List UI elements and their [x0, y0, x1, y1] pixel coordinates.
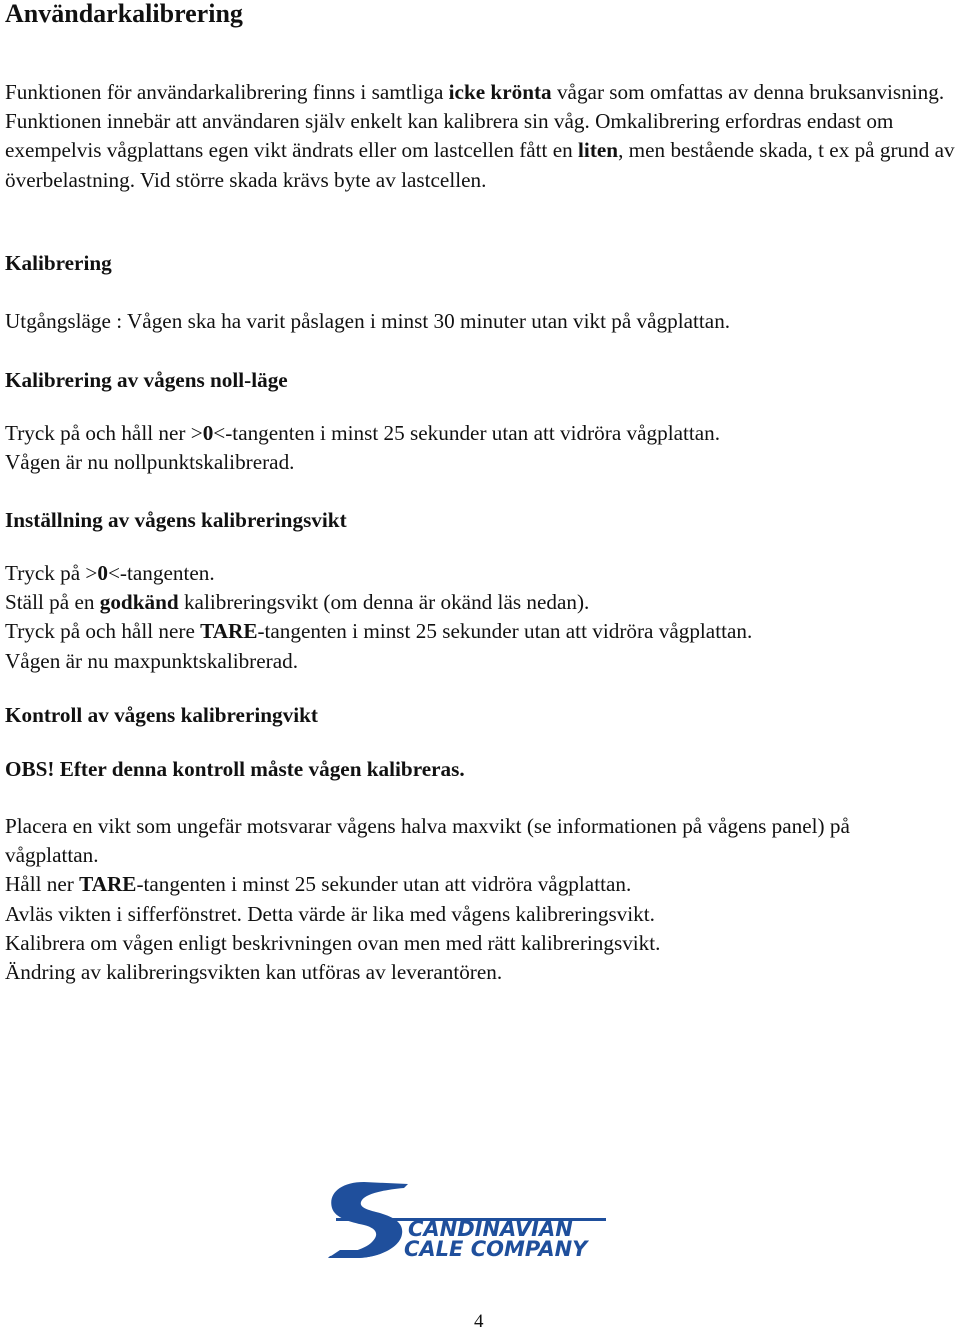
noll-line-1-key: 0	[202, 421, 214, 445]
company-logo	[320, 1178, 608, 1262]
page-title: Användarkalibrering	[5, 0, 243, 28]
utgangslage-text: Utgångsläge : Vågen ska ha varit påslagen i minst 30 minuter utan vikt på vågplattan.	[5, 309, 731, 333]
kontroll-line-4: Kalibrera om vågen enligt beskrivningen ovan men med rätt kalibreringsvikt.	[5, 930, 661, 955]
kontroll-line-2-pre: Håll ner	[5, 872, 80, 897]
vikt-line-2-pre: Ställ på en	[5, 590, 100, 615]
kontroll-line-2	[5, 870, 960, 899]
page-number: 4	[474, 1311, 484, 1332]
obs-warning: OBS! Efter denna kontroll måste vågen kalibreras.	[5, 757, 465, 781]
utgangslage-paragraph	[5, 307, 960, 336]
noll-paragraph	[5, 419, 960, 477]
kontroll-line-1: Placera en vikt som ungefär motsvarar vågens halva maxvikt (se informationen på vågens panel) på vågplattan.	[5, 814, 850, 868]
vikt-line-1-pre: Tryck på >	[5, 561, 98, 585]
kontroll-line-2-key: TARE	[79, 872, 137, 897]
vikt-line-3-pre: Tryck på och håll nere	[5, 619, 201, 644]
intro-bold-2: liten	[578, 138, 619, 163]
kontroll-line-5: Ändring av kalibreringsvikten kan utföras av leverantören.	[5, 960, 503, 985]
vikt-line-2-bold: godkänd	[99, 590, 179, 615]
heading-kalibrering: Kalibrering	[5, 251, 112, 275]
logo-line-2: CALE COMPANY	[404, 1237, 588, 1261]
intro-paragraph	[5, 78, 960, 195]
vikt-line-1-post: <-tangenten.	[107, 561, 215, 585]
intro-bold-1: icke krönta	[448, 80, 552, 104]
noll-line-1	[5, 419, 960, 448]
noll-line-1-pre: Tryck på och håll ner >	[5, 421, 203, 445]
vikt-paragraph	[5, 559, 960, 676]
heading-kontroll: Kontroll av vågens kalibreringvikt	[5, 703, 318, 727]
heading-kalibreringsvikt: Inställning av vågens kalibreringsvikt	[5, 508, 347, 532]
vikt-line-3-key: TARE	[200, 619, 258, 644]
vikt-line-3	[5, 617, 960, 646]
intro-text-3: , men bestående skada, t ex på grund av överbelastning. Vid större skada krävs byte av lastcellen.	[5, 138, 955, 192]
noll-line-1-post: <-tangenten i minst 25 sekunder utan att vidröra vågplattan.	[213, 421, 721, 445]
vikt-line-1	[5, 559, 960, 588]
kontroll-line-2-post: -tangenten i minst 25 sekunder utan att vidröra vågplattan.	[136, 872, 632, 897]
vikt-line-3-post: -tangenten i minst 25 sekunder utan att vidröra vågplattan.	[257, 619, 753, 644]
vikt-line-1-key: 0	[97, 561, 108, 585]
intro-text-2: vågar som omfattas av denna bruksanvisning. Funktionen innebär att användaren själv enkelt kan kalibrera sin våg. Omkalibrering erfordras endast om exempelvis vågplattans egen vikt ändrats eller om lastcellen fått en	[5, 80, 945, 163]
kontroll-line-3: Avläs vikten i sifferfönstret. Detta värde är lika med vågens kalibreringsvikt.	[5, 901, 655, 926]
noll-line-2: Vågen är nu nollpunktskalibrerad.	[5, 450, 295, 475]
logo-line-1: CANDINAVIAN	[408, 1217, 573, 1241]
vikt-line-2	[5, 588, 960, 617]
intro-text-1: Funktionen för användarkalibrering finns i samtliga	[5, 80, 449, 104]
kontroll-paragraph	[5, 812, 960, 987]
vikt-line-4: Vågen är nu maxpunktskalibrerad.	[5, 648, 298, 673]
heading-noll-lage: Kalibrering av vågens noll-läge	[5, 368, 288, 392]
vikt-line-2-post: kalibreringsvikt (om denna är okänd läs nedan).	[178, 590, 590, 615]
